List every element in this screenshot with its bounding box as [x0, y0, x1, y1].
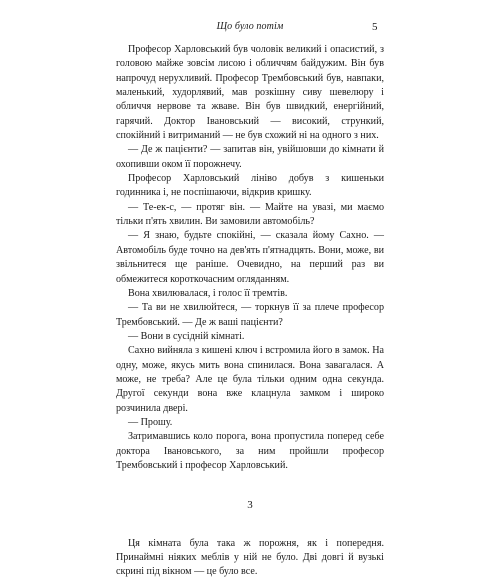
paragraph: Сахно вийняла з кишені ключ і встромила його в замок. На одну, може, якусь мить вона спинилася. Вона завагалася. А може, не треба? Але це була тільки одним одна секунда. Другої секунди вона вже клацнула замком і широко розчинила двері. [116, 345, 384, 414]
page-number: 5 [372, 21, 378, 33]
chapter-number: 3 [247, 499, 253, 512]
paragraph: — Та ви не хвилюйтеся, — торкнув її за плече професор Трембовський. — Де ж ваші пацієнти? [116, 302, 384, 328]
running-title: Що було потім [216, 21, 284, 32]
body-text [116, 43, 384, 580]
paragraph: Вона хвилювалася, і голос її тремтів. [128, 287, 288, 299]
paragraph: — Де ж пацієнти? — запитав він, увійшовши до кімнати й охопивши оком її порожнечу. [116, 144, 384, 170]
paragraph: — Я знаю, будьте спокійні, — сказала йому Сахно. — Автомобіль буде точно на дев'ять п'ятнадцять. Вони, може, ви звільнитеся ще раніше. Очевидно, на перший раз ви обмежитеся короткочасним огляданням. [116, 230, 384, 285]
paragraph: Затримавшись коло порога, вона пропустила поперед себе доктора Івановського, за ним пройшли професор Трембовський і професор Харловський. [116, 431, 384, 471]
paragraph: Професор Харловський був чоловік великий і опасистий, з головою майже зовсім лисою і обличчям байдужим. Він був напрочуд нерухливий. Професор Трембовський був, навпаки, маленький, худорлявий, мав розкішну сиву шевелюру і обличчя нервове та жваве. Він був швидкий, енергійний, гарячий. Доктор Івановський — високий, стрункий, спокійний і витриманий — не був схожий ні на одного з них. [116, 44, 384, 142]
paragraph: Ця кімната була така ж порожня, як і попередня. Принаймні ніяких меблів у ній не було. Дві довгі й вузькі скрині під вікном — це було все. [116, 537, 384, 578]
paragraph: — Те-ек-с, — протяг він. — Майте на увазі, ми маємо тільки п'ять хвилин. Ви замовили автомобіль? [116, 201, 384, 228]
paragraph: — Прошу. [128, 416, 173, 428]
paragraph: Професор Харловський лініво добув з кишеньки годинника і, не поспішаючи, відкрив кришку. [116, 173, 384, 199]
paragraph: — Вони в сусідній кімнаті. [128, 330, 245, 342]
